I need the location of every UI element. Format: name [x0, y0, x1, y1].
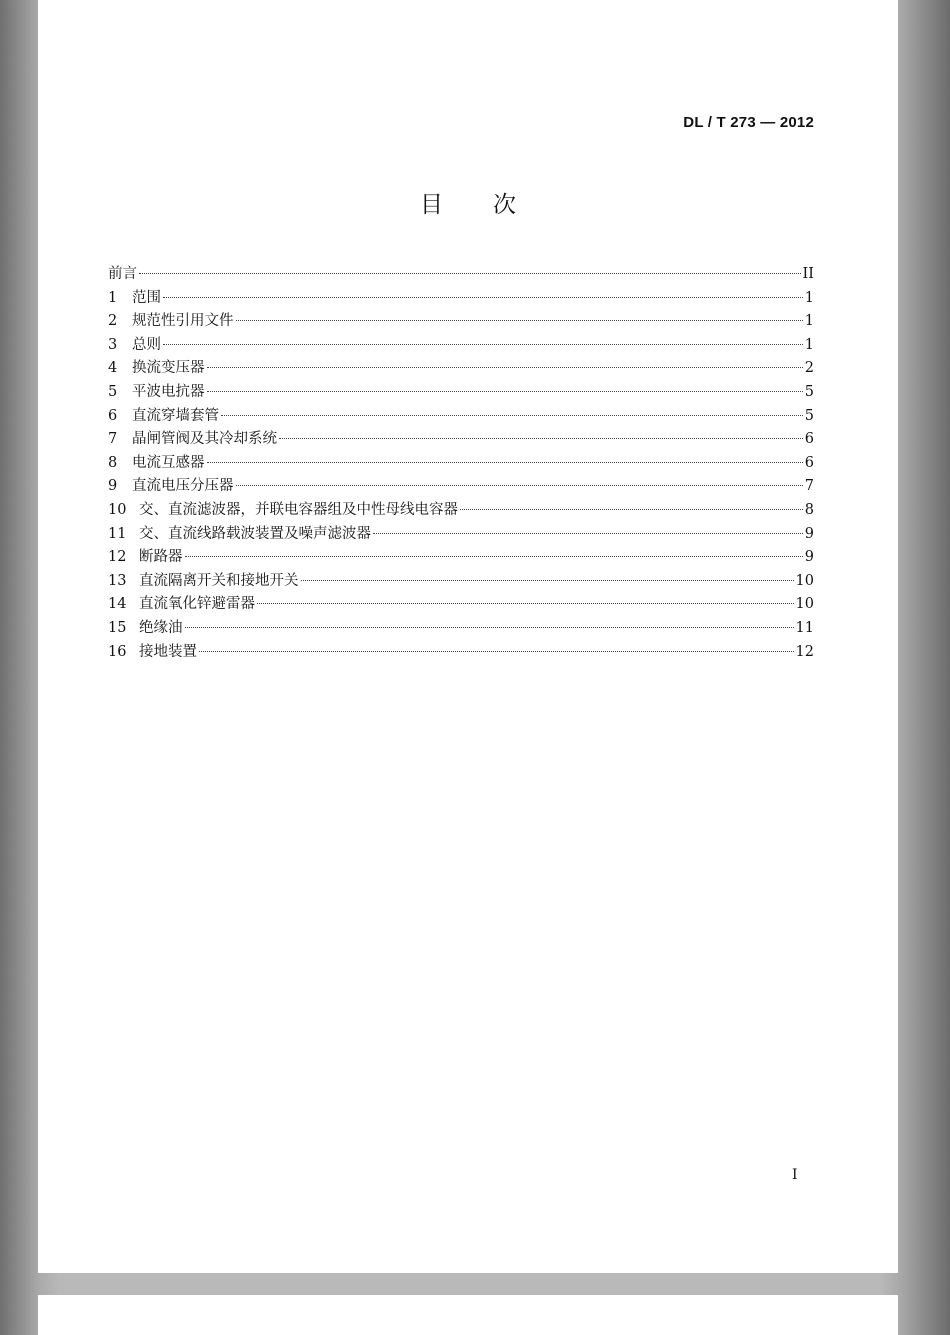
toc-entry[interactable]	[108, 474, 814, 498]
toc-entry-page: 1	[804, 313, 814, 330]
toc-entry-page: II	[802, 266, 814, 282]
toc-entry[interactable]	[108, 569, 814, 593]
toc-entry-page: 6	[804, 431, 814, 448]
toc-entry-number: 4	[108, 360, 118, 377]
toc-entry-label: 换流变压器	[132, 360, 205, 377]
toc-entry[interactable]	[108, 356, 814, 380]
toc-entry-page: 12	[795, 643, 814, 660]
toc-entry-label: 绝缘油	[139, 619, 183, 636]
toc-entry[interactable]	[108, 498, 814, 522]
toc-entry-label: 断路器	[139, 549, 183, 566]
toc-entry[interactable]	[108, 522, 814, 546]
toc-entry-label: 前言	[108, 266, 137, 282]
dot-leader	[257, 603, 794, 604]
page-number: I	[792, 1167, 798, 1183]
toc-entry-label: 规范性引用文件	[132, 313, 234, 330]
toc-entry-label: 范围	[132, 289, 161, 306]
toc-entry[interactable]	[108, 404, 814, 428]
dot-leader	[163, 297, 803, 298]
toc-entry-number: 14	[108, 596, 127, 613]
toc-entry-number: 7	[108, 431, 118, 448]
next-page-edge	[38, 1295, 898, 1335]
toc-entry-number: 5	[108, 383, 118, 400]
toc-entry[interactable]	[108, 640, 814, 664]
toc-entry-number: 1	[108, 289, 118, 306]
toc-entry-number: 13	[108, 572, 127, 589]
toc-entry-number: 3	[108, 336, 118, 353]
table-of-contents	[108, 262, 814, 663]
toc-entry-page: 7	[804, 478, 814, 495]
toc-entry-page: 10	[795, 572, 814, 589]
toc-entry-label: 直流电压分压器	[132, 478, 234, 495]
dot-leader	[373, 533, 803, 534]
toc-entry-label: 电流互感器	[132, 454, 205, 471]
toc-entry-label: 晶闸管阀及其冷却系统	[132, 431, 277, 448]
dot-leader	[236, 485, 803, 486]
toc-entry-page: 5	[804, 407, 814, 424]
toc-entry-page: 6	[804, 454, 814, 471]
toc-entry-label: 接地装置	[139, 643, 197, 660]
toc-entry[interactable]	[108, 592, 814, 616]
dot-leader	[221, 415, 803, 416]
dot-leader	[207, 462, 803, 463]
toc-entry[interactable]	[108, 380, 814, 404]
page-title: 目次	[420, 192, 566, 218]
dot-leader	[301, 580, 794, 581]
dot-leader	[163, 344, 803, 345]
toc-entry-label: 交、直流线路载波装置及噪声滤波器	[139, 525, 371, 542]
toc-entry-number: 6	[108, 407, 118, 424]
toc-entry-number: 10	[108, 501, 127, 518]
toc-entry-label: 总则	[132, 336, 161, 353]
dot-leader	[207, 391, 803, 392]
toc-entry-page: 1	[804, 289, 814, 306]
dot-leader	[279, 438, 803, 439]
toc-entry-label: 直流隔离开关和接地开关	[139, 572, 299, 589]
dot-leader	[236, 320, 803, 321]
toc-entry[interactable]	[108, 545, 814, 569]
dot-leader	[139, 273, 801, 274]
toc-entry[interactable]	[108, 451, 814, 475]
toc-entry[interactable]	[108, 309, 814, 333]
toc-entry-page: 11	[795, 619, 814, 636]
document-page	[38, 0, 898, 1273]
toc-entry-number: 2	[108, 313, 118, 330]
toc-entry-number: 11	[108, 525, 127, 542]
toc-entry-label: 平波电抗器	[132, 383, 205, 400]
dot-leader	[199, 651, 794, 652]
toc-entry-page: 1	[804, 336, 814, 353]
toc-entry-number: 15	[108, 619, 127, 636]
document-code: DL / T 273 — 2012	[683, 114, 814, 131]
toc-entry-number: 12	[108, 549, 127, 566]
dot-leader	[185, 627, 794, 628]
toc-entry-page: 8	[804, 501, 814, 518]
toc-entry-label: 交、直流滤波器，并联电容器组及中性母线电容器	[139, 501, 458, 518]
toc-entry[interactable]	[108, 286, 814, 310]
toc-entry-page: 10	[795, 596, 814, 613]
dot-leader	[207, 367, 803, 368]
toc-entry-page: 5	[804, 383, 814, 400]
dot-leader	[460, 509, 803, 510]
toc-entry-page: 2	[804, 360, 814, 377]
toc-entry-number: 16	[108, 643, 127, 660]
toc-entry-label: 直流穿墙套管	[132, 407, 219, 424]
dot-leader	[185, 556, 803, 557]
toc-entry[interactable]	[108, 333, 814, 357]
toc-entry[interactable]	[108, 616, 814, 640]
toc-entry-page: 9	[804, 525, 814, 542]
toc-entry-number: 8	[108, 454, 118, 471]
toc-entry-label: 直流氧化锌避雷器	[139, 596, 255, 613]
toc-entry[interactable]	[108, 427, 814, 451]
toc-entry[interactable]	[108, 262, 814, 286]
toc-entry-page: 9	[804, 549, 814, 566]
toc-entry-number: 9	[108, 478, 118, 495]
